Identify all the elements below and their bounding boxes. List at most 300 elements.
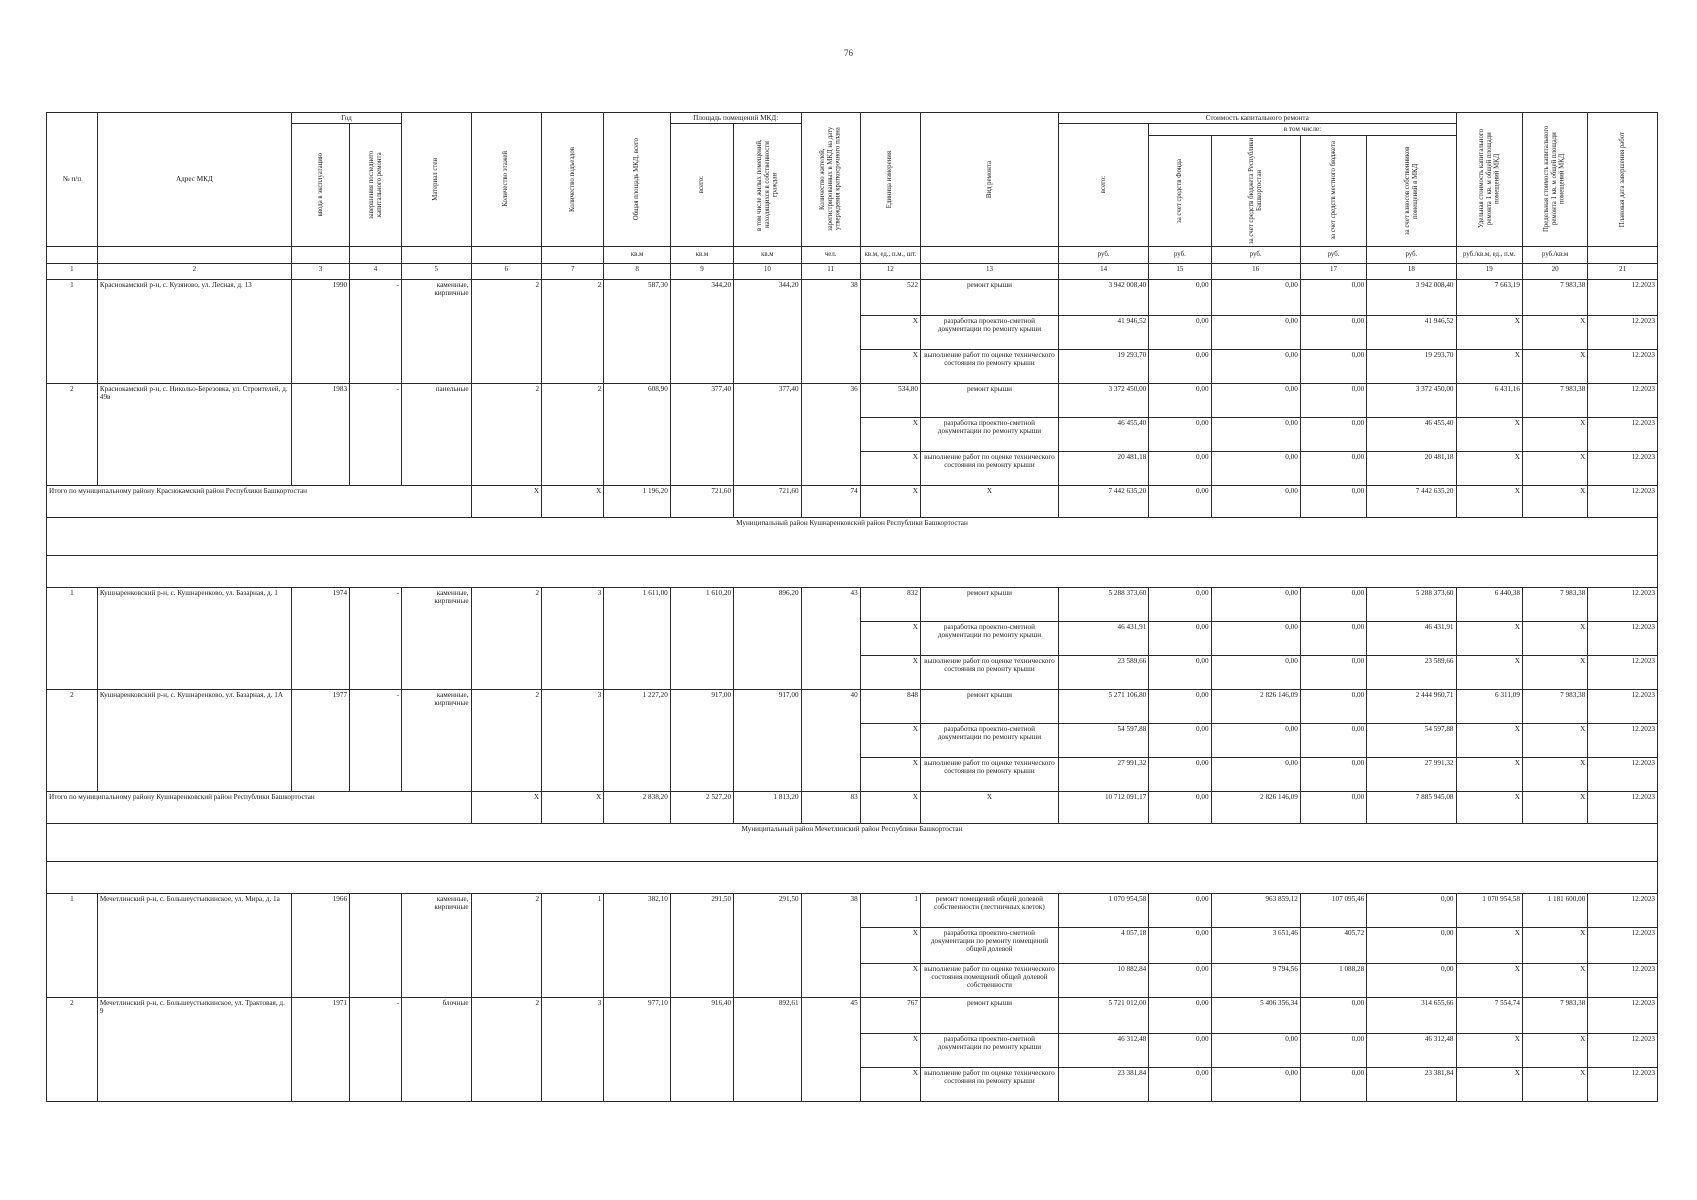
table-cell: 534,80	[860, 383, 920, 417]
table-cell: 13	[920, 263, 1058, 279]
table-cell: 41 946,52	[1367, 315, 1456, 349]
table-cell: 963 859,12	[1211, 893, 1300, 927]
table-cell: 832	[860, 587, 920, 621]
header-owners: за счет взносов собственников помещений в МКД	[1367, 135, 1456, 246]
table-cell: X	[1522, 485, 1587, 517]
table-cell: -	[350, 383, 402, 485]
table-cell: 2	[47, 689, 98, 791]
header-cell: кв.м	[670, 246, 733, 263]
table-cell: 767	[860, 997, 920, 1033]
table-cell: 405,72	[1300, 927, 1366, 963]
table-row	[47, 997, 1658, 1033]
table-cell: 7	[542, 263, 604, 279]
table-cell: 12.2023	[1588, 349, 1658, 383]
table-cell: X	[1522, 963, 1587, 997]
table-cell: 0,00	[1149, 893, 1211, 927]
table-cell: 1 181 600,00	[1522, 893, 1587, 927]
table-cell: X	[1456, 1067, 1522, 1101]
header-incl: в том числе:	[1149, 124, 1456, 135]
table-cell: 46 455,40	[1367, 417, 1456, 451]
section-title: Муниципальный район Кушнаренковский район Республики Башкортостан	[47, 517, 1658, 555]
header-cell	[291, 246, 349, 263]
table-cell	[350, 893, 402, 997]
table-cell: -	[350, 279, 402, 383]
table-cell: 0,00	[1211, 279, 1300, 315]
table-cell: X	[1456, 723, 1522, 757]
table-cell: 3 651,46	[1211, 927, 1300, 963]
table-cell: 1	[47, 279, 98, 383]
table-cell: X	[860, 315, 920, 349]
table-cell: 7 983,38	[1522, 383, 1587, 417]
header-fund: за счет средств Фонда	[1149, 135, 1211, 246]
table-cell: 2 444 960,71	[1367, 689, 1456, 723]
table-cell: -	[350, 587, 402, 689]
table-cell: X	[1456, 315, 1522, 349]
table-cell: 54 597,88	[1058, 723, 1148, 757]
header-floors: Количество этажей	[471, 113, 542, 247]
table-cell: Краснокамский р-н, с. Никольо-Березовка, ул. Строителей, д. 49в	[97, 383, 291, 485]
table-cell: 12.2023	[1588, 927, 1658, 963]
table-cell: 1 070 954,58	[1058, 893, 1148, 927]
table-cell: 7 983,38	[1522, 587, 1587, 621]
section-title: Муниципальный район Мечетлинский район Республики Башкортостан	[47, 823, 1658, 861]
table-cell: 2	[471, 997, 542, 1101]
table-cell: 46 431,91	[1058, 621, 1148, 655]
table-cell: 0,00	[1149, 997, 1211, 1033]
header-local-budget: за счет средств местного бюджета	[1300, 135, 1366, 246]
table-cell: выполнение работ по оценке технического состояния по ремонту крыши	[920, 451, 1058, 485]
table-cell: 2 527,20	[670, 791, 733, 823]
table-cell: 6 440,38	[1456, 587, 1522, 621]
table-cell: 0,00	[1149, 723, 1211, 757]
header-cell: руб./кв.м, ед., п.м.	[1456, 246, 1522, 263]
total-row	[47, 485, 1658, 517]
header-cell	[471, 246, 542, 263]
table-cell: 83	[801, 791, 860, 823]
table-cell: 1 227,20	[604, 689, 670, 791]
table-cell: X	[1456, 349, 1522, 383]
table-cell: X	[1522, 791, 1587, 823]
table-cell: 0,00	[1211, 383, 1300, 417]
table-cell: 12.2023	[1588, 1067, 1658, 1101]
table-cell: 2	[47, 383, 98, 485]
table-cell: X	[860, 1033, 920, 1067]
table-cell: X	[860, 927, 920, 963]
table-cell: 0,00	[1300, 417, 1366, 451]
table-cell: разработка проектно-сметной документации по ремонту крыши	[920, 621, 1058, 655]
table-cell: 0,00	[1300, 1033, 1366, 1067]
table-cell: 3	[542, 997, 604, 1101]
table-cell: 12.2023	[1588, 723, 1658, 757]
table-cell: 12.2023	[1588, 621, 1658, 655]
table-cell: Мечетлинский р-н, с. Большеустьикинское, ул. Трактовая, д. 9	[97, 997, 291, 1101]
table-cell: 1	[47, 263, 98, 279]
table-cell: 2 826 146,09	[1211, 791, 1300, 823]
table-cell: 291,50	[670, 893, 733, 997]
table-cell: 917,00	[670, 689, 733, 791]
header-cost-total: всего:	[1058, 124, 1148, 246]
table-cell: 16	[1211, 263, 1300, 279]
table-cell: 0,00	[1149, 757, 1211, 791]
table-cell: 10 882,84	[1058, 963, 1148, 997]
table-cell: X	[860, 485, 920, 517]
table-cell: 12.2023	[1588, 791, 1658, 823]
table-cell: 377,40	[670, 383, 733, 485]
table-cell: 0,00	[1300, 689, 1366, 723]
table-cell: 0,00	[1149, 655, 1211, 689]
table-cell: ремонт помещений общей долевой собственности (лестничных клеток)	[920, 893, 1058, 927]
table-cell: 0,00	[1211, 757, 1300, 791]
table-cell: 12.2023	[1588, 655, 1658, 689]
table-cell: 0,00	[1149, 383, 1211, 417]
table-cell: 23 589,66	[1058, 655, 1148, 689]
table-cell: 1 070 954,58	[1456, 893, 1522, 927]
table-cell: 2	[471, 279, 542, 383]
table-cell: 377,40	[734, 383, 801, 485]
table-cell: 1990	[291, 279, 349, 383]
repair-plan-table	[46, 112, 1658, 1102]
table-cell: 522	[860, 279, 920, 315]
table-row	[47, 893, 1658, 927]
table-cell: 314 655,66	[1367, 997, 1456, 1033]
table-cell: X	[471, 485, 542, 517]
table-cell: каменные, кирпичные	[401, 279, 471, 383]
table-cell: 0,00	[1300, 279, 1366, 315]
header-cell	[542, 246, 604, 263]
table-cell: 1974	[291, 587, 349, 689]
table-row	[47, 689, 1658, 723]
table-cell: 12.2023	[1588, 997, 1658, 1033]
table-cell: 20 481,18	[1367, 451, 1456, 485]
table-cell: X	[1456, 963, 1522, 997]
table-cell: 23 381,84	[1367, 1067, 1456, 1101]
table-cell: X	[860, 791, 920, 823]
table-cell: X	[1456, 655, 1522, 689]
section-spacer	[47, 861, 1658, 893]
table-cell: 4 057,18	[1058, 927, 1148, 963]
header-cell	[401, 246, 471, 263]
table-cell: 2	[542, 279, 604, 383]
table-cell: X	[1522, 1067, 1587, 1101]
header-unit: Единица измерения	[860, 113, 920, 247]
table-cell: выполнение работ по оценке технического состояния помещений общей долевой собственности	[920, 963, 1058, 997]
table-cell: X	[1522, 349, 1587, 383]
table-cell: 45	[801, 997, 860, 1101]
table-cell: 0,00	[1149, 451, 1211, 485]
table-cell: каменные, кирпичные	[401, 689, 471, 791]
table-cell: X	[860, 1067, 920, 1101]
table-cell: X	[860, 963, 920, 997]
table-cell: Краснокамский р-н, с. Кузяново, ул. Лесная, д. 13	[97, 279, 291, 383]
table-cell: 7 442 635,20	[1058, 485, 1148, 517]
header-cell: кв.м, ед., п.м., шт.	[860, 246, 920, 263]
table-cell: 0,00	[1149, 1033, 1211, 1067]
table-cell: 15	[1149, 263, 1211, 279]
table-cell: 1 088,28	[1300, 963, 1366, 997]
table-cell: 19	[1456, 263, 1522, 279]
section-spacer	[47, 555, 1658, 587]
table-cell: 0,00	[1300, 655, 1366, 689]
table-row	[47, 383, 1658, 417]
header-cell	[920, 246, 1058, 263]
table-cell: 2	[471, 587, 542, 689]
table-cell: 1	[860, 893, 920, 927]
table-cell: 916,40	[670, 997, 733, 1101]
table-cell: X	[542, 485, 604, 517]
table-cell: 1	[542, 893, 604, 997]
table-cell: 1	[47, 587, 98, 689]
table-cell: X	[1522, 927, 1587, 963]
table-cell: 382,10	[604, 893, 670, 997]
header-cell: чел.	[801, 246, 860, 263]
table-cell: 54 597,88	[1367, 723, 1456, 757]
table-cell: Итого по муниципальному району Кушнаренковский район Республики Башкортостан	[47, 791, 472, 823]
table-cell: X	[1522, 315, 1587, 349]
table-cell: Кушнаренковский р-н, с. Кушнаренково, ул. Базарная, д. 1А	[97, 689, 291, 791]
table-cell: 12.2023	[1588, 963, 1658, 997]
table-cell: 9 794,56	[1211, 963, 1300, 997]
table-cell: выполнение работ по оценке технического состояния по ремонту крыши	[920, 349, 1058, 383]
table-cell: 7 554,74	[1456, 997, 1522, 1033]
table-cell: 0,00	[1300, 383, 1366, 417]
table-cell: 6 311,09	[1456, 689, 1522, 723]
table-cell: 38	[801, 893, 860, 997]
table-cell: 0,00	[1149, 279, 1211, 315]
table-cell: X	[1522, 723, 1587, 757]
header-cell: руб./кв.м	[1522, 246, 1587, 263]
header-entrances: Количество подъездов	[542, 113, 604, 247]
table-cell: 608,90	[604, 383, 670, 485]
table-cell: ремонт крыши	[920, 997, 1058, 1033]
header-cell: руб.	[1300, 246, 1366, 263]
table-cell: 6 431,16	[1456, 383, 1522, 417]
table-cell: 74	[801, 485, 860, 517]
header-cost-group: Стоимость капитального ремонта	[1058, 113, 1456, 124]
table-cell: 3 942 008,40	[1367, 279, 1456, 315]
table-cell: 12.2023	[1588, 417, 1658, 451]
table-cell: 0,00	[1149, 315, 1211, 349]
table-cell: 2	[542, 383, 604, 485]
table-cell: X	[860, 349, 920, 383]
table-cell: 0,00	[1300, 723, 1366, 757]
table-cell: ремонт крыши	[920, 587, 1058, 621]
table-cell: 3	[542, 587, 604, 689]
table-cell: X	[920, 791, 1058, 823]
table-cell: 2 826 146,09	[1211, 689, 1300, 723]
table-cell: 10	[734, 263, 801, 279]
table-cell: 2	[471, 689, 542, 791]
table-cell: X	[1456, 621, 1522, 655]
table-cell: X	[860, 621, 920, 655]
table-cell: X	[542, 791, 604, 823]
table-cell: блочные	[401, 997, 471, 1101]
table-cell: 0,00	[1211, 655, 1300, 689]
table-cell: 46 312,48	[1367, 1033, 1456, 1067]
table-cell: 0,00	[1367, 963, 1456, 997]
table-cell: 0,00	[1211, 1067, 1300, 1101]
table-cell: 3	[542, 689, 604, 791]
table-cell: 0,00	[1300, 451, 1366, 485]
table-cell: 10 712 091,17	[1058, 791, 1148, 823]
table-cell: 0,00	[1211, 349, 1300, 383]
table-cell: 20 481,18	[1058, 451, 1148, 485]
table-cell: 0,00	[1149, 791, 1211, 823]
table-cell: 12.2023	[1588, 689, 1658, 723]
table-cell: 5 288 373,60	[1367, 587, 1456, 621]
table-cell: 0,00	[1300, 1067, 1366, 1101]
table-cell: X	[1456, 417, 1522, 451]
table-cell: 9	[670, 263, 733, 279]
table-cell: разработка проектно-сметной документации по ремонту крыши	[920, 417, 1058, 451]
table-cell: ремонт крыши	[920, 689, 1058, 723]
table-cell: 896,20	[734, 587, 801, 689]
header-year-group: Год	[291, 113, 401, 124]
section-row	[47, 517, 1658, 555]
table-cell	[47, 555, 1658, 587]
table-cell: 1983	[291, 383, 349, 485]
header-rb-budget: за счет средств бюджета Республики Башкортостан	[1211, 135, 1300, 246]
header-premises-all: всего:	[670, 124, 733, 246]
header-cell: руб.	[1058, 246, 1148, 263]
page-number: 76	[844, 48, 853, 58]
table-cell	[47, 861, 1658, 893]
table-cell: X	[860, 417, 920, 451]
table-cell: 0,00	[1149, 1067, 1211, 1101]
table-cell: 0,00	[1300, 485, 1366, 517]
header-cell	[47, 246, 98, 263]
total-row	[47, 791, 1658, 823]
table-cell: 3 372 450,00	[1058, 383, 1148, 417]
table-cell: 1 611,00	[604, 587, 670, 689]
table-cell: 0,00	[1149, 349, 1211, 383]
table-cell: X	[1456, 1033, 1522, 1067]
table-cell: 14	[1058, 263, 1148, 279]
table-cell: X	[1522, 1033, 1587, 1067]
table-cell: 43	[801, 587, 860, 689]
table-cell: 107 095,46	[1300, 893, 1366, 927]
table-cell: X	[860, 757, 920, 791]
table-cell: 0,00	[1211, 621, 1300, 655]
table-cell: 0,00	[1211, 451, 1300, 485]
table-cell: 12	[860, 263, 920, 279]
header-cell	[350, 246, 402, 263]
table-cell: X	[1456, 757, 1522, 791]
table-cell: 12.2023	[1588, 893, 1658, 927]
table-cell: 2	[471, 383, 542, 485]
table-cell: -	[350, 689, 402, 791]
table-cell: 0,00	[1300, 791, 1366, 823]
table-cell: разработка проектно-сметной документации по ремонту помещений общей долевой	[920, 927, 1058, 963]
table-cell: 291,50	[734, 893, 801, 997]
table-cell: 23 589,66	[1367, 655, 1456, 689]
table-cell: 3 372 450,00	[1367, 383, 1456, 417]
table-cell: 19 293,70	[1367, 349, 1456, 383]
table-cell: 7 663,19	[1456, 279, 1522, 315]
header-premises-group: Площадь помещений МКД:	[670, 113, 801, 124]
header-residents: Количество жителей, зарегистрированных в МКД на дату утверждения краткосрочного плана	[801, 113, 860, 247]
table-cell: выполнение работ по оценке технического состояния по ремонту крыши	[920, 655, 1058, 689]
table-cell: выполнение работ по оценке технического состояния по ремонту крыши	[920, 1067, 1058, 1101]
header-cell: руб.	[1367, 246, 1456, 263]
table-cell: X	[1456, 791, 1522, 823]
header-cell: кв.м	[604, 246, 670, 263]
table-cell: 1977	[291, 689, 349, 791]
table-cell: 721,60	[734, 485, 801, 517]
header-limit-cost: Предельная стоимость капитального ремонта 1 кв. м общей площади помещений МКД	[1522, 113, 1587, 247]
table-cell: 0,00	[1300, 757, 1366, 791]
table-cell: 38	[801, 279, 860, 383]
table-cell: 1966	[291, 893, 349, 997]
table-row	[47, 587, 1658, 621]
table-cell: 12.2023	[1588, 451, 1658, 485]
table-cell: 0,00	[1149, 621, 1211, 655]
table-cell: X	[1456, 451, 1522, 485]
table-cell: 977,10	[604, 997, 670, 1101]
header-cell: руб.	[1149, 246, 1211, 263]
table-cell: 36	[801, 383, 860, 485]
table-cell: 17	[1300, 263, 1366, 279]
table-cell: 41 946,52	[1058, 315, 1148, 349]
header-wall: Материал стен	[401, 113, 471, 247]
table-cell: 46 312,48	[1058, 1033, 1148, 1067]
table-cell: ремонт крыши	[920, 383, 1058, 417]
table-cell: ремонт крыши	[920, 279, 1058, 315]
table-cell: 1 610,20	[670, 587, 733, 689]
header-cell: руб.	[1211, 246, 1300, 263]
table-cell: 12.2023	[1588, 383, 1658, 417]
table-cell: 0,00	[1300, 997, 1366, 1033]
table-cell: 587,30	[604, 279, 670, 383]
table-cell: 1 196,20	[604, 485, 670, 517]
table-cell: 721,60	[670, 485, 733, 517]
table-cell: 0,00	[1211, 417, 1300, 451]
table-cell: 3	[291, 263, 349, 279]
table-cell: 0,00	[1149, 689, 1211, 723]
table-cell: 46 431,91	[1367, 621, 1456, 655]
table-cell: X	[1522, 451, 1587, 485]
table-cell: 0,00	[1367, 927, 1456, 963]
table-cell: 18	[1367, 263, 1456, 279]
table-cell: 5	[401, 263, 471, 279]
table-cell: 7 885 945,08	[1367, 791, 1456, 823]
header-repair-type: Вид ремонта	[920, 113, 1058, 247]
table-cell: каменные, кирпичные	[401, 893, 471, 997]
table-cell: 0,00	[1300, 587, 1366, 621]
table-cell: 7 983,38	[1522, 997, 1587, 1033]
table-cell: 5 721 012,00	[1058, 997, 1148, 1033]
table-cell: 12.2023	[1588, 315, 1658, 349]
table-cell: 1 813,20	[734, 791, 801, 823]
header-area-total: Общая площадь МКД, всего	[604, 113, 670, 247]
table-cell: 344,20	[670, 279, 733, 383]
table-cell: 0,00	[1149, 417, 1211, 451]
table-cell: 8	[604, 263, 670, 279]
table-cell: 5 288 373,60	[1058, 587, 1148, 621]
table-cell: 40	[801, 689, 860, 791]
table-cell: 2	[47, 997, 98, 1101]
table-cell: 0,00	[1300, 621, 1366, 655]
table-cell: 917,00	[734, 689, 801, 791]
register-table-wrapper	[46, 112, 1658, 1085]
table-cell: X	[860, 723, 920, 757]
table-cell: панельные	[401, 383, 471, 485]
table-cell: 2	[471, 893, 542, 997]
table-cell: 12.2023	[1588, 587, 1658, 621]
header-premises-incl: в том числе жилых помещений, находящихся в собственности граждан	[734, 124, 801, 246]
header-unit-cost: Удельная стоимость капитального ремонта 1 кв. м общей площади помещений МКД	[1456, 113, 1522, 247]
table-cell: 0,00	[1149, 485, 1211, 517]
table-cell: разработка проектно-сметной документации по ремонту крыши	[920, 315, 1058, 349]
